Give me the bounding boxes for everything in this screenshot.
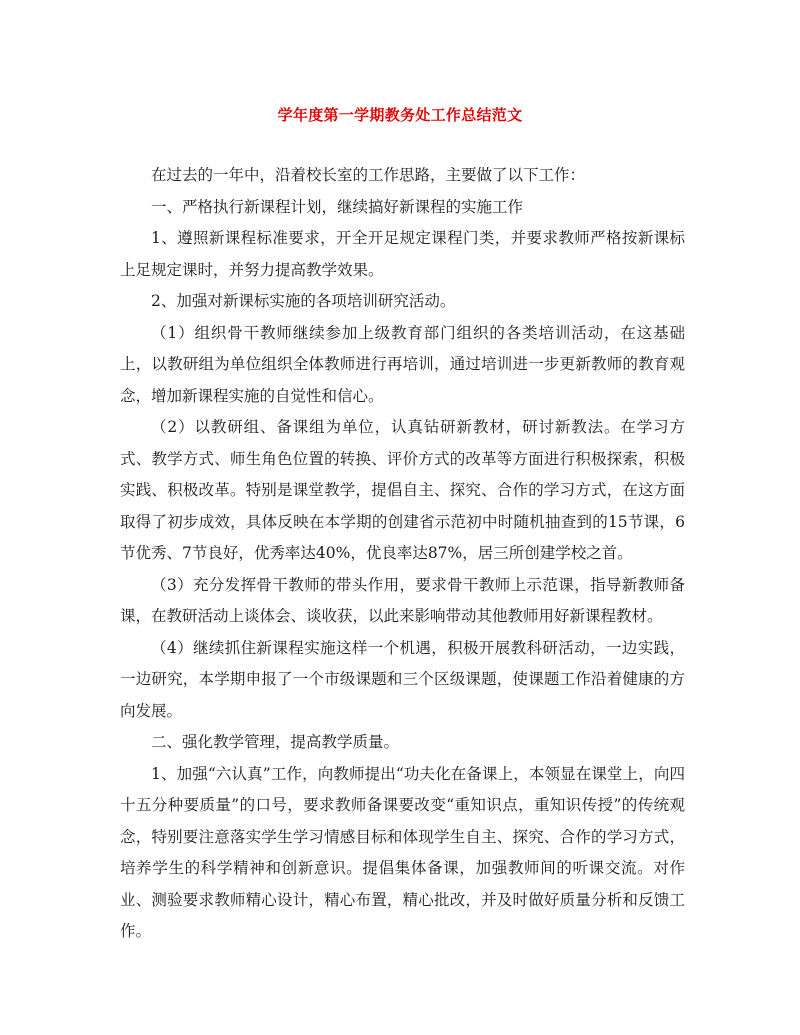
- paragraph-subitem-1: （1）组织骨干教师继续参加上级教育部门组织的各类培训活动，在这基础上，以教研组为单位组织全体教师进行再培训，通过培训进一步更新教师的教育观念，增加新课程实施的自觉性和信心。: [120, 323, 685, 405]
- document-title: 学年度第一学期教务处工作总结范文: [277, 106, 523, 124]
- section-heading-1: 一、严格执行新课程计划，继续搞好新课程的实施工作: [151, 197, 524, 216]
- paragraph-subitem-3: （3）充分发挥骨干教师的带头作用，要求骨干教师上示范课，指导新教师备课，在教研活动上谈体会、谈收获，以此来影响带动其他教师用好新课程教材。: [120, 575, 685, 625]
- paragraph-subitem-2: （2）以教研组、备课组为单位，认真钻研新教材，研讨新教法。在学习方式、教学方式、师生角色位置的转换、评价方式的改革等方面进行积极探索，积极实践、积极改革。特别是课堂教学，提倡自主、探究、合作的学习方式，在这方面取得了初步成效，具体反映在本学期的创建省示范初中时随机抽查到的15节课，6节优秀、7节良好，优秀率达40%，优良率达87%，居三所创建学校之首。: [120, 418, 685, 562]
- paragraph-item-1-2: 2、加强对新课标实施的各项培训研究活动。: [151, 292, 456, 310]
- paragraph-subitem-4: （4）继续抓住新课程实施这样一个机遇，积极开展教科研活动，一边实践，一边研究，本学期申报了一个市级课题和三个区级课题，使课题工作沿着健康的方向发展。: [120, 638, 685, 720]
- document-body: [120, 160, 685, 948]
- paragraph-item-1-1: 1、遵照新课程标准要求，开全开足规定课程门类，并要求教师严格按新课标上足规定课时，并努力提高教学效果。: [120, 229, 685, 279]
- paragraph-intro: 在过去的一年中，沿着校长室的工作思路，主要做了以下工作：: [151, 166, 586, 184]
- paragraph-item-2-1: 1、加强“六认真”工作，向教师提出“功夫化在备课上，本领显在课堂上，向四十五分种要质量”的口号，要求教师备课要改变“重知识点，重知识传授”的传统观念，特别要注意落实学生学习情感目标和体现学生自主、探究、合作的学习方式，培养学生的科学精神和创新意识。提倡集体备课，加强教师间的听课交流。对作业、测验要求教师精心设计，精心布置，精心批改，并及时做好质量分析和反馈工作。: [120, 764, 685, 940]
- section-heading-2: 二、强化教学管理，提高教学质量。: [151, 733, 400, 751]
